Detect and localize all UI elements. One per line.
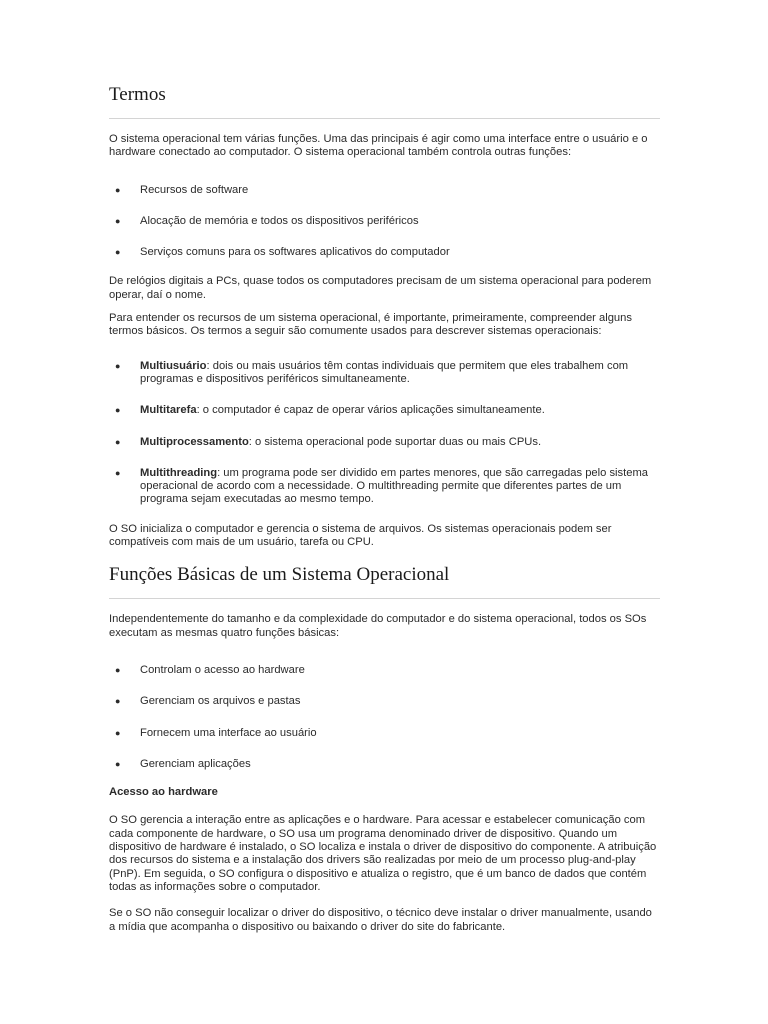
term-description: : o sistema operacional pode suportar duas ou mais CPUs. [248, 435, 542, 448]
term-name: Multitarefa [140, 404, 197, 417]
bullet-icon: ● [115, 215, 121, 226]
paragraph: Para entender os recursos de um sistema operacional, é importante, primeiramente, compreender alguns termos básicos. Os termos a seguir são comumente usados para descrever sistemas operacionais: [109, 312, 632, 338]
terms-list [109, 360, 660, 507]
term-item-multiusuario [109, 360, 660, 387]
term-name: Multithreading [140, 466, 218, 479]
section-title-termos: Termos [109, 84, 660, 119]
bullet-icon: ● [115, 247, 121, 258]
bullet-icon: ● [115, 184, 121, 195]
bullet-icon: ● [115, 436, 121, 447]
term-item-multithreading [109, 467, 660, 507]
paragraph: De relógios digitais a PCs, quase todos os computadores precisam de um sistema operacional para poderem operar, daí o nome. [109, 275, 652, 301]
paragraph: Se o SO não conseguir localizar o driver do dispositivo, o técnico deve instalar o driver manualmente, usando a mídia que acompanha o dispositivo ou baixando o driver do site do fabricante. [109, 907, 652, 933]
term-description: : um programa pode ser dividido em partes menores, que são carregadas pelo sistema operacional de acordo com a necessidade. O multithreading permite que diferentes partes de um programa sejam executadas ao mesmo tempo. [140, 466, 649, 506]
list-item: ● Serviços comuns para os softwares aplicativos do computador [115, 246, 450, 259]
term-name: Multiprocessamento [140, 435, 249, 448]
list-item: ● Alocação de memória e todos os dispositivos periféricos [115, 214, 419, 227]
term-description: : dois ou mais usuários têm contas individuais que permitem que eles trabalhem com programas e dispositivos periféricos simultaneamente. [140, 359, 629, 385]
bullet-icon: ● [115, 727, 121, 738]
list-item: ● Recursos de software [115, 183, 249, 196]
bullet-icon: ● [115, 360, 121, 371]
bullet-icon: ● [115, 467, 121, 478]
term-name: Multiusuário [140, 359, 207, 372]
list-item: ● Gerenciam os arquivos e pastas [115, 695, 301, 708]
term-item-multiprocessamento [109, 436, 660, 449]
subheading-acesso-hardware: Acesso ao hardware [109, 786, 218, 799]
basic-functions-list [109, 664, 660, 771]
paragraph: O SO gerencia a interação entre as aplicações e o hardware. Para acessar e estabelecer comunicação com cada componente de hardware, o SO usa um programa denominado driver de dispositivo. Quando um dispositivo de hardware é instalado, o SO localiza e instala o driver de dispositivo do componente. A atribuição dos recursos do sistema e a instalação dos drivers são realizadas por meio de um processo plug-and-play (PnP). Em seguida, o SO configura o dispositivo e atualiza o registro, que é um banco de dados que contém todas as informações sobre o computador. [109, 814, 657, 893]
bullet-icon: ● [115, 405, 121, 416]
list-item: ● Gerenciam aplicações [115, 757, 251, 770]
intro-paragraph: O sistema operacional tem várias funções. Uma das principais é agir como uma interface entre o usuário e o hardware conectado ao computador. O sistema operacional também controla outras funções: [109, 133, 648, 159]
list-item: ● Controlam o acesso ao hardware [115, 663, 305, 676]
paragraph: O SO inicializa o computador e gerencia o sistema de arquivos. Os sistemas operacionais podem ser compatíveis com mais de um usuário, tarefa ou CPU. [109, 522, 612, 549]
intro-paragraph: Independentemente do tamanho e da complexidade do computador e do sistema operacional, todos os SOs executam as mesmas quatro funções básicas: [109, 613, 647, 639]
functions-list [109, 184, 660, 260]
bullet-icon: ● [115, 758, 121, 769]
term-item-multitarefa [109, 404, 660, 417]
term-description: : o computador é capaz de operar vários aplicações simultaneamente. [196, 404, 545, 417]
bullet-icon: ● [115, 664, 121, 675]
list-item: ● Fornecem uma interface ao usuário [115, 726, 317, 739]
bullet-icon: ● [115, 696, 121, 707]
document-content [109, 84, 660, 934]
section-title-funcoes-basicas: Funções Básicas de um Sistema Operacional [109, 564, 660, 599]
